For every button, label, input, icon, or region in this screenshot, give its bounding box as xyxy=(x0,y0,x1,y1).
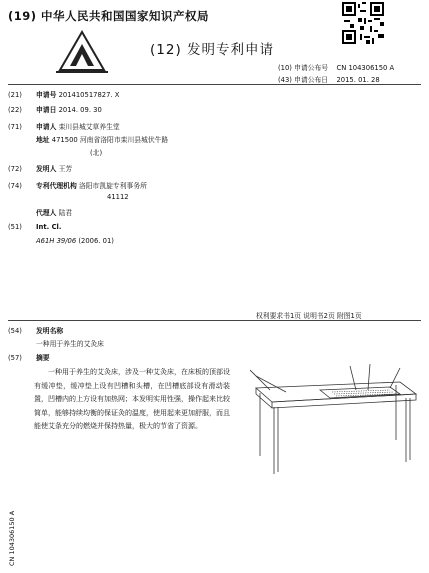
agent: 陆君 xyxy=(58,209,73,217)
abstract-label-row: (57) 摘要 xyxy=(8,354,50,362)
intcl-class-row xyxy=(36,237,114,245)
document-kind: (12) 发明专利申请 xyxy=(150,42,275,58)
header-divider xyxy=(8,84,421,85)
applicant-row: (71) 申请人 栾川县城艾草养生堂 xyxy=(8,123,120,131)
agent-row: 代理人 陆君 xyxy=(36,209,73,217)
application-date-row: (22) 申请日 2014. 09. 30 xyxy=(8,106,102,114)
applicant: 栾川县城艾草养生堂 xyxy=(58,123,120,131)
intcl-date: (2006. 01) xyxy=(78,237,114,245)
abstract-text: 一种用于养生的艾灸床，涉及一种艾灸床，在床板的顶部设有缓冲垫，缓冲垫上设有凹槽和头槽，在凹槽底部设有滑动装置，凹槽内的上方设有加热网；本发明实用性强，操作起来比较简单，能够持续均衡的保证灸的温度，使用起来更加舒服，而且能使艾条充分的燃烧并保持热量，极大的节省了资源。 xyxy=(34,368,230,431)
agency: 洛阳市凯旋专利事务所 xyxy=(78,182,147,190)
sipo-emblem-icon xyxy=(52,26,112,74)
application-date: 2014. 09. 30 xyxy=(58,106,102,114)
address-line2: (北) xyxy=(90,149,103,157)
pub-number: CN 104306150 A xyxy=(336,64,395,72)
office-name: (19) 中华人民共和国国家知识产权局 xyxy=(8,9,210,23)
application-number: 201410517827. X xyxy=(58,91,120,99)
inventor: 王芳 xyxy=(58,165,73,173)
invention-title: 一种用于养生的艾灸床 xyxy=(36,340,104,348)
pub-number-label: (10) 申请公布号 xyxy=(278,64,329,72)
pub-date-label: (43) 申请公布日 xyxy=(278,76,329,84)
pub-number-row xyxy=(278,62,394,72)
intcl-class: A61H 39/06 xyxy=(36,237,77,245)
agency-row: (74) 专利代理机构 洛阳市凯旋专利事务所 xyxy=(8,182,147,190)
pages-summary: 权利要求书1页 说明书2页 附图1页 xyxy=(256,312,362,320)
pub-date: 2015. 01. 28 xyxy=(336,76,380,84)
moxibustion-bed-drawing xyxy=(250,360,420,480)
summary-divider xyxy=(8,320,421,321)
application-number-row: (21) 申请号 201410517827. X xyxy=(8,91,120,99)
intcl-row: (51) Int. Cl. xyxy=(8,223,62,231)
qr-code-icon xyxy=(342,2,384,44)
inventor-row: (72) 发明人 王芳 xyxy=(8,165,73,173)
title-label-row: (54) 发明名称 xyxy=(8,327,64,335)
agency-number: 41112 xyxy=(107,193,129,201)
address-line1: 471500 河南省洛阳市栾川县城伏牛路 xyxy=(51,136,169,144)
side-publication-number: CN 104306150 A xyxy=(8,510,16,566)
pub-date-row xyxy=(278,74,380,84)
address-row: 地址 471500 河南省洛阳市栾川县城伏牛路 xyxy=(36,136,169,144)
